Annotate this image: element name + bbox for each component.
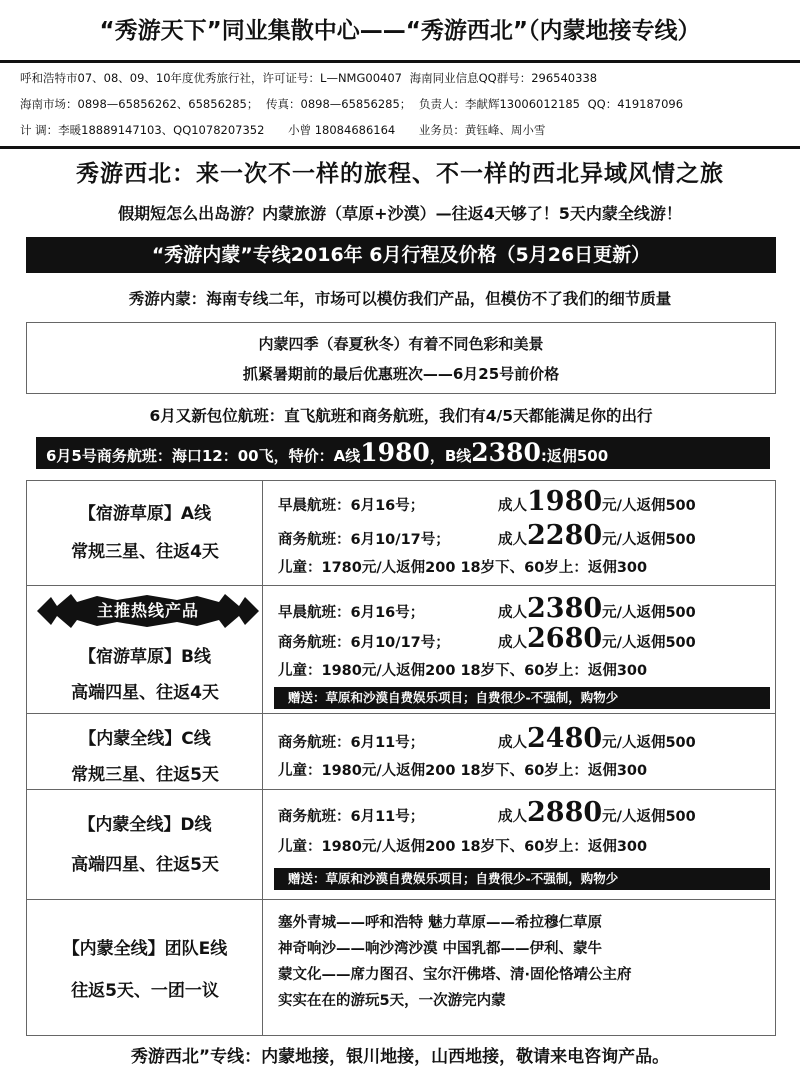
route-d-gift-bar: 赠送：草原和沙漠自费娱乐项目；自费很少-不强制，购物少 [274,868,770,890]
route-c-price-1: 2480 [527,723,603,754]
adult-label: 成人 [498,809,527,825]
route-a-price-cell [264,481,775,585]
quality-heading: 秀游内蒙：海南专线二年，市场可以模仿我们产品，但模仿不了我们的细节质量 [128,290,672,308]
route-e-spot-3: 蒙文化——席力图召、宝尔汗佛塔、清·固伦恪靖公主府 [278,967,632,983]
route-e-spot-4: 实实在在的游玩5天，一次游完内蒙 [278,993,506,1009]
route-d-name: 【内蒙全线】D线 [78,815,212,835]
routes-table [26,480,776,1036]
qq-group-text: 海南同业信息QQ群号：296540338 [409,71,598,85]
route-b-line-1 [278,594,773,624]
route-a-flight-2: 商务航班：6月10/17号； [278,532,450,548]
hot-product-badge [37,594,259,628]
market-phone-text: 海南市场：0898—65856262、65856285； [20,97,259,111]
route-a-price-2: 2280 [527,520,603,551]
route-a-line-2 [278,521,773,551]
route-a-line-1 [278,487,773,517]
route-a-flight-1: 早晨航班：6月16号； [278,498,425,514]
route-row-b [27,586,775,714]
sales-text: 业务员：黄钰峰、周小雪 [418,123,546,137]
seasons-box [26,322,776,394]
route-d-price-1: 2880 [527,797,603,828]
route-a-label-cell [27,481,263,585]
adult-label: 成人 [498,635,527,651]
route-d-price-cell [264,790,775,899]
seasons-line-2: 抓紧暑期前的最后优惠班次——6月25号前价格 [242,365,560,383]
header-title: “秀游天下”同业集散中心——“秀游西北”（内蒙地接专线） [99,18,701,44]
sub-heading: 假期短怎么出岛游？内蒙旅游（草原+沙漠）—往返4天够了！5天内蒙全线游！ [118,204,682,223]
route-b-child: 儿童：1980元/人返佣200 18岁下、60岁上：返佣300 [278,663,648,679]
license-text: 呼和浩特市07、08、09、10年度优秀旅行社，许可证号：L—NMG00407 [20,71,402,85]
route-d-desc: 高端四星、往返5天 [71,855,219,875]
adult-label: 成人 [498,498,527,514]
route-b-flight-2: 商务航班：6月10/17号； [278,635,450,651]
route-row-d [27,790,775,900]
route-b-line-2 [278,624,773,654]
flight-note: 6月又新包位航班：直飞航班和商务航班，我们有4/5天都能满足你的出行 [149,407,653,425]
route-row-c [27,714,775,790]
route-e-name: 【内蒙全线】团队E线 [62,939,228,959]
route-e-spot-2: 神奇响沙——响沙湾沙漠 中国乳都——伊利、蒙牛 [278,941,603,957]
price-a-special: 1980 [360,438,430,467]
route-e-spot-1: 塞外青城——呼和浩特 魅力草原——希拉穆仁草原 [278,915,603,931]
route-a-child: 儿童：1780元/人返佣200 18岁下、60岁上：返佣300 [278,560,648,576]
footer-text: 秀游西北”专线：内蒙地接，银川地接，山西地接，敬请来电咨询产品。 [130,1047,670,1067]
route-row-a [27,481,775,586]
info-line-3 [20,118,790,142]
route-b-desc: 高端四星、往返4天 [71,683,219,703]
route-row-e [27,900,775,1035]
fax-text: 传真：0898—65856285； [266,97,412,111]
price-unit: 元/人返佣500 [602,735,696,751]
route-b-price-1: 2380 [527,593,603,624]
route-c-child: 儿童：1980元/人返佣200 18岁下、60岁上：返佣300 [278,763,648,779]
planner-text: 计 调：李暖18889147103、QQ1078207352 [20,123,265,137]
special-flight-bar [36,437,770,469]
route-d-label-cell [27,790,263,899]
manager-text: 负责人：李献辉13006012185 [418,97,580,111]
route-a-price-1: 1980 [527,486,603,517]
manager-qq-text: QQ：419187096 [587,97,684,111]
xiaozeng-text: 小曾 18084686164 [288,123,396,137]
route-a-name: 【宿游草原】A线 [78,504,212,524]
info-line-2 [20,92,790,116]
seasons-line-1: 内蒙四季（春夏秋冬）有着不同色彩和美景 [258,335,544,353]
route-d-line-1 [278,798,773,828]
route-c-flight-1: 商务航班：6月11号； [278,735,425,751]
price-unit: 元/人返佣500 [602,532,696,548]
flight-bar-prefix: 6月5号商务航班：海口12：00飞，特价：A线 [46,447,361,465]
route-b-price-2: 2680 [527,623,603,654]
route-c-desc: 常规三星、往返5天 [71,765,219,785]
flight-bar-suffix: :返佣500 [540,447,609,465]
hot-badge-label: 主推热线产品 [96,601,199,620]
route-e-desc: 往返5天、一团一议 [71,981,219,1001]
adult-label: 成人 [498,532,527,548]
info-line-1 [20,66,790,90]
schedule-banner: “秀游内蒙”专线2016年 6月行程及价格（5月26日更新） [26,237,776,273]
route-d-flight-1: 商务航班：6月11号； [278,809,425,825]
route-c-label-cell [27,714,263,789]
price-unit: 元/人返佣500 [602,635,696,651]
info-divider [0,146,800,149]
header-divider [0,60,800,63]
route-b-price-cell [264,586,775,713]
route-c-line-1 [278,724,773,754]
route-b-gift-bar: 赠送：草原和沙漠自费娱乐项目；自费很少-不强制，购物少 [274,687,770,709]
price-unit: 元/人返佣500 [602,498,696,514]
route-e-label-cell [27,900,263,1035]
route-c-name: 【内蒙全线】C线 [79,729,211,749]
slogan-heading: 秀游西北：来一次不一样的旅程、不一样的西北异域风情之旅 [76,161,724,187]
route-a-desc: 常规三星、往返4天 [71,542,219,562]
route-b-label-cell [27,586,263,713]
price-b-special: 2380 [471,438,541,467]
route-e-spots-cell [264,900,775,1035]
route-d-child: 儿童：1980元/人返佣200 18岁下、60岁上：返佣300 [278,839,648,855]
route-c-price-cell [264,714,775,789]
adult-label: 成人 [498,735,527,751]
adult-label: 成人 [498,605,527,621]
route-b-flight-1: 早晨航班：6月16号； [278,605,425,621]
flight-bar-mid: ，B线 [429,447,472,465]
price-unit: 元/人返佣500 [602,605,696,621]
price-unit: 元/人返佣500 [602,809,696,825]
route-b-name: 【宿游草原】B线 [79,647,211,667]
